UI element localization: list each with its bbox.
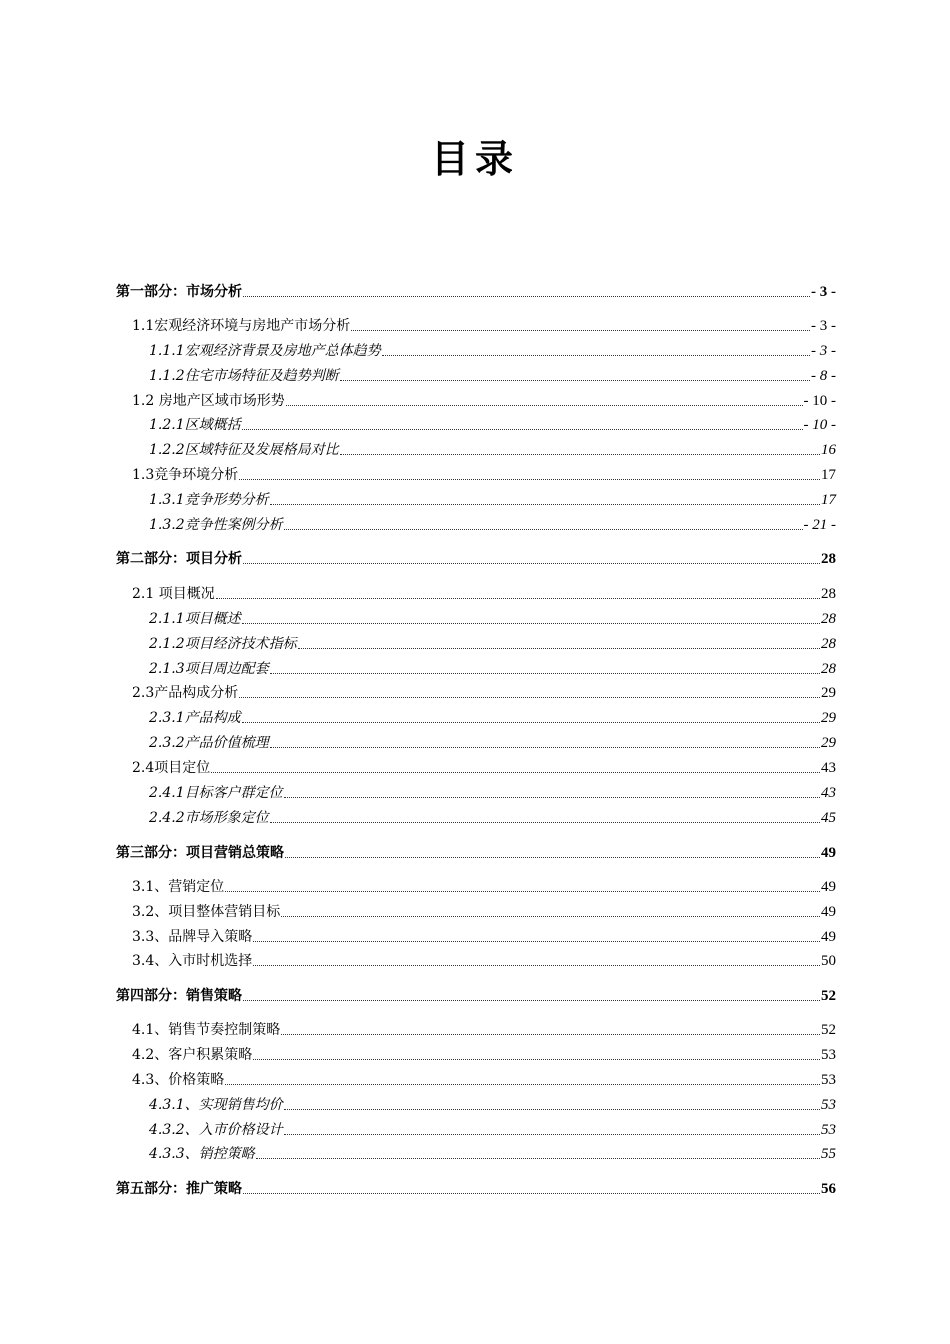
dot-leader [340,454,820,455]
dot-leader [256,1158,820,1159]
toc-entry-label: 1.2.2区域特征及发展格局对比 [149,442,339,458]
toc-entry-label: 1.1.1宏观经济背景及房地产总体趋势 [149,343,381,359]
toc-entry-label: 4.1、销售节奏控制策略 [132,1022,281,1038]
dot-leader [298,648,820,649]
page-title: 目录 [430,137,519,181]
toc-entry-1-3-2[interactable] [149,514,836,534]
toc-entry-page: - 21 - [803,517,836,533]
toc-entry-label: 2.1.3项目周边配套 [149,661,269,677]
toc-entry-3-3[interactable] [132,926,836,946]
toc-entry-page: 55 [821,1146,836,1162]
dot-leader [253,941,820,942]
dot-leader [243,296,810,297]
toc-entry-page: 53 [821,1097,836,1113]
toc-entry-label: 第三部分：项目营销总策略 [116,845,284,861]
toc-entry-label: 4.3、价格策略 [132,1072,225,1088]
toc-entry-2-1-2[interactable] [149,633,836,653]
toc-entry-part4[interactable] [116,985,836,1005]
toc-entry-2-4[interactable] [132,757,836,777]
toc-entry-label: 2.3.2产品价值梳理 [149,735,269,751]
toc-entry-1-2-2[interactable] [149,439,836,459]
toc-entry-page: 56 [821,1181,836,1197]
toc-entry-label: 第四部分：销售策略 [116,988,242,1004]
toc-entry-3-2[interactable] [132,901,836,921]
dot-leader [239,697,820,698]
dot-leader [242,623,820,624]
toc-entry-page: 17 [821,492,836,508]
dot-leader [253,1059,820,1060]
toc-entry-3-4[interactable] [132,950,836,970]
toc-entry-page: 49 [821,845,836,861]
dot-leader [243,563,820,564]
dot-leader [340,380,810,381]
toc-entry-page: 28 [821,661,836,677]
toc-entry-page: 49 [821,904,836,920]
toc-entry-page: 49 [821,879,836,895]
toc-entry-label: 1.2.1区域概括 [149,417,241,433]
toc-entry-label: 2.1 项目概况 [132,586,215,602]
toc-entry-4-1[interactable] [132,1019,836,1039]
toc-entry-2-3[interactable] [132,682,836,702]
dot-leader [270,673,820,674]
toc-entry-page: 17 [821,467,836,483]
toc-entry-page: 52 [821,988,836,1004]
dot-leader [284,1109,820,1110]
toc-entry-page: 53 [821,1047,836,1063]
dot-leader [270,822,820,823]
toc-entry-2-1-1[interactable] [149,608,836,628]
toc-entry-page: 28 [821,611,836,627]
toc-entry-4-2[interactable] [132,1044,836,1064]
toc-entry-label: 4.3.2、入市价格设计 [149,1122,283,1138]
toc-entry-2-3-2[interactable] [149,732,836,752]
toc-entry-label: 2.1.2项目经济技术指标 [149,636,297,652]
toc-entry-1-1-1[interactable] [149,340,836,360]
toc-entry-label: 3.1、营销定位 [132,879,225,895]
toc-entry-label: 1.3.1竞争形势分析 [149,492,269,508]
toc-entry-label: 2.4.2市场形象定位 [149,810,269,826]
dot-leader [382,355,810,356]
dot-leader [284,797,820,798]
dot-leader [284,1134,820,1135]
toc-entry-label: 2.4项目定位 [132,760,211,776]
toc-entry-page: 28 [821,636,836,652]
toc-entry-page: - 3 - [811,284,836,300]
dot-leader [225,1084,820,1085]
toc-entry-3-1[interactable] [132,876,836,896]
toc-entry-part5[interactable] [116,1178,836,1198]
toc-entry-page: - 10 - [803,393,836,409]
dot-leader [211,772,820,773]
toc-entry-label: 2.4.1目标客户群定位 [149,785,283,801]
toc-entry-label: 2.3.1产品构成 [149,710,241,726]
toc-entry-label: 4.3.3、销控策略 [149,1146,255,1162]
toc-entry-1-3-1[interactable] [149,489,836,509]
toc-entry-4-3[interactable] [132,1069,836,1089]
toc-entry-2-3-1[interactable] [149,707,836,727]
dot-leader [243,1193,820,1194]
dot-leader [242,429,803,430]
toc-entry-2-1[interactable] [132,583,836,603]
dot-leader [286,405,803,406]
toc-entry-page: 29 [821,710,836,726]
dot-leader [243,1000,820,1001]
toc-entry-label: 2.3产品构成分析 [132,685,239,701]
dot-leader [270,504,820,505]
toc-entry-2-4-2[interactable] [149,807,836,827]
toc-entry-label: 3.2、项目整体营销目标 [132,904,281,920]
toc-entry-label: 4.3.1、实现销售均价 [149,1097,283,1113]
toc-entry-1-1[interactable] [132,315,836,335]
dot-leader [285,857,820,858]
dot-leader [239,479,820,480]
toc-entry-label: 1.1.2住宅市场特征及趋势判断 [149,368,339,384]
toc-entry-page: 43 [821,785,836,801]
toc-entry-label: 1.2 房地产区域市场形势 [132,393,285,409]
toc-entry-page: 43 [821,760,836,776]
toc-entry-page: - 8 - [811,368,836,384]
toc-entry-page: 29 [821,735,836,751]
dot-leader [242,722,820,723]
toc-entry-page: 28 [821,586,836,602]
toc-entry-label: 1.1宏观经济环境与房地产市场分析 [132,318,351,334]
toc-entry-page: - 3 - [811,343,836,359]
dot-leader [253,965,820,966]
toc-entry-1-3[interactable] [132,464,836,484]
toc-entry-page: 45 [821,810,836,826]
toc-entry-part1[interactable] [116,281,836,301]
toc-entry-2-1-3[interactable] [149,658,836,678]
dot-leader [225,891,820,892]
toc-entry-1-1-2[interactable] [149,365,836,385]
toc-entry-4-3-1[interactable] [149,1094,836,1114]
toc-entry-page: 28 [821,551,836,567]
toc-entry-label: 4.2、客户积累策略 [132,1047,253,1063]
toc-entry-label: 2.1.1项目概述 [149,611,241,627]
dot-leader [284,529,803,530]
dot-leader [216,598,820,599]
toc-entry-4-3-3[interactable] [149,1143,836,1163]
dot-leader [351,330,810,331]
dot-leader [281,1034,820,1035]
toc-entry-1-2[interactable] [132,390,836,410]
toc-entry-page: - 3 - [811,318,836,334]
toc-entry-2-4-1[interactable] [149,782,836,802]
toc-entry-label: 3.3、品牌导入策略 [132,929,253,945]
toc-entry-page: - 10 - [803,417,836,433]
toc-entry-label: 第二部分：项目分析 [116,551,242,567]
toc-entry-page: 53 [821,1122,836,1138]
toc-entry-page: 49 [821,929,836,945]
toc-entry-label: 1.3.2竞争性案例分析 [149,517,283,533]
toc-entry-label: 1.3竞争环境分析 [132,467,239,483]
toc-entry-label: 第一部分：市场分析 [116,284,242,300]
dot-leader [281,916,820,917]
toc-entry-page: 16 [821,442,836,458]
toc-entry-label: 3.4、入市时机选择 [132,953,253,969]
toc-entry-4-3-2[interactable] [149,1119,836,1139]
toc-entry-part3[interactable] [116,842,836,862]
toc-entry-page: 50 [821,953,836,969]
toc-entry-page: 29 [821,685,836,701]
toc-entry-label: 第五部分：推广策略 [116,1181,242,1197]
toc-entry-part2[interactable] [116,548,836,568]
toc-entry-page: 53 [821,1072,836,1088]
dot-leader [270,747,820,748]
toc-entry-page: 52 [821,1022,836,1038]
toc-entry-1-2-1[interactable] [149,414,836,434]
